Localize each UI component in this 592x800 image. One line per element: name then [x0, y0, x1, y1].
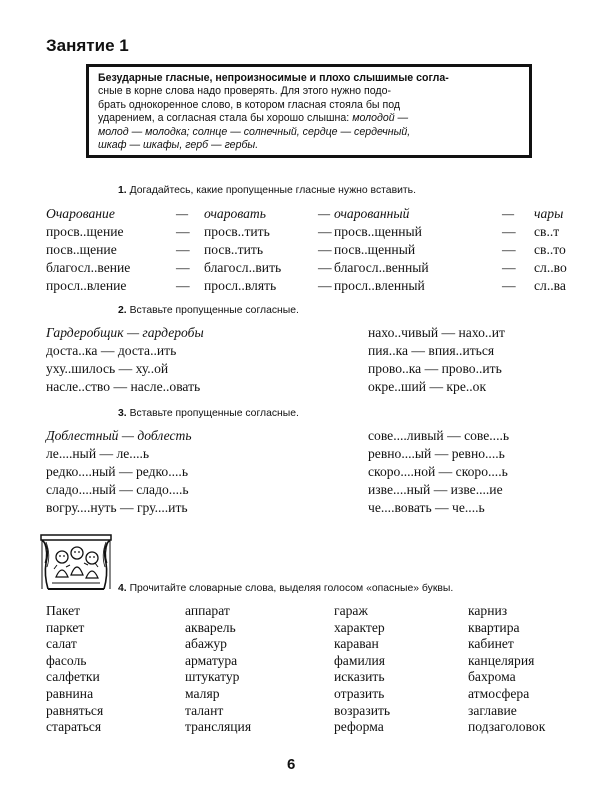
task-1-word: просл..влять	[204, 278, 277, 293]
task-3-left-row: сладо....ный — сладо....ь	[46, 482, 189, 497]
vocab-word: аппарат	[185, 603, 230, 618]
dash: —	[502, 260, 516, 275]
vocab-word: трансляция	[185, 719, 252, 735]
vocab-word: фасоль	[46, 652, 87, 668]
task-1-word: посв..щенный	[334, 242, 416, 257]
vocab-word: карниз	[468, 603, 508, 618]
vocab-word: равнина	[46, 685, 94, 701]
vocab-word: исказить	[334, 669, 385, 685]
dash: —	[502, 278, 516, 293]
lesson-title: Занятие 1	[46, 36, 129, 55]
task-1-word: очарованный	[334, 206, 410, 221]
task-2-right-row: пия..ка — впия..иться	[368, 343, 495, 358]
vocab-word: талант	[185, 702, 224, 718]
vocab-word: маляр	[185, 685, 220, 701]
dash: —	[318, 260, 332, 275]
task-1-word: Очарование	[46, 206, 115, 221]
dash: —	[176, 224, 190, 239]
task-1-word: благосл..венный	[334, 260, 429, 275]
task-2-instruction: 2. Вставьте пропущенные согласные.	[118, 305, 299, 316]
task-4-instruction: 4. Прочитайте словарные слова, выделяя голосом «опасные» буквы.	[118, 583, 454, 594]
task-3-right-row: скоро....ной — скоро....ь	[368, 464, 508, 479]
task-1-word: сл..ва	[534, 278, 566, 293]
task-3-left-row: ле....ный — ле....ь	[46, 446, 150, 461]
task-1-word: просв..щение	[46, 224, 124, 239]
dash: —	[318, 224, 332, 239]
task-1-word: просл..вление	[46, 278, 127, 293]
vocab-word: акварель	[185, 619, 236, 635]
task-1-word: благосл..вить	[204, 260, 282, 275]
vocab-word: салфетки	[46, 669, 100, 685]
rule-line-5: молод — молодка; солнце — солнечный, сердце — сердечный,	[98, 125, 411, 138]
rule-line-4: ударением, а согласная стала бы хорошо слышна: молодой —	[98, 112, 409, 125]
task-1-word: просл..вленный	[334, 278, 425, 293]
vocab-word: салат	[46, 636, 77, 652]
vocab-word: Пакет	[46, 603, 81, 618]
dash: —	[318, 278, 332, 293]
vocab-word: канцелярия	[468, 652, 535, 668]
dash: —	[318, 206, 331, 221]
task-1-instruction: 1. Догадайтесь, какие пропущенные гласные нужно вставить.	[118, 185, 416, 196]
task-2-left-row: насле..ство — насле..овать	[46, 379, 201, 394]
vocab-word: паркет	[46, 619, 85, 635]
vocab-word: бахрома	[468, 669, 516, 685]
task-2-right-row: прово..ка — прово..ить	[368, 361, 502, 376]
vocab-word: отразить	[334, 685, 385, 701]
task-3-left-row: вогру....нуть — гру....ить	[46, 500, 188, 515]
vocab-word: характер	[334, 619, 385, 635]
rule-box	[86, 64, 532, 158]
task-1-word: посв..щение	[46, 242, 117, 257]
rule-line-1: Безударные гласные, непроизносимые и плохо слышимые согла-	[98, 72, 449, 84]
vocab-column-2	[185, 603, 251, 736]
vocab-word: возразить	[334, 702, 391, 718]
task-2-left-row: доста..ка — доста..ить	[46, 343, 177, 358]
vocab-word: стараться	[46, 719, 102, 735]
task-3-right-row: че....вовать — че....ь	[368, 500, 485, 515]
task-3-right-row: изве....ный — изве....ие	[368, 482, 503, 497]
rule-line-2: сные в корне слова надо проверять. Для этого нужно подо-	[98, 85, 392, 98]
vocab-word: реформа	[334, 719, 384, 735]
dash: —	[502, 242, 516, 257]
task-1-word: просв..щенный	[334, 224, 422, 239]
task-3-right-row: сове....ливый — сове....ь	[368, 428, 510, 443]
task-3-left-row: Доблестный — доблесть	[46, 428, 192, 443]
dash: —	[318, 242, 332, 257]
task-1-word: очаровать	[204, 206, 266, 221]
page-number: 6	[287, 756, 296, 773]
vocab-column-3	[334, 603, 390, 736]
dash: —	[176, 278, 190, 293]
task-1-word: чары	[534, 206, 564, 221]
task-3-instruction: 3. Вставьте пропущенные согласные.	[118, 408, 299, 419]
task-2-left-row: Гардеробщик — гардеробы	[46, 325, 204, 340]
task-3-right-row: ревно....ый — ревно....ь	[368, 446, 505, 461]
vocab-word: квартира	[468, 619, 520, 635]
dash: —	[502, 224, 516, 239]
theater-illustration	[40, 533, 112, 591]
vocab-word: заглавие	[468, 702, 517, 718]
task-3-left-row: редко....ный — редко....ь	[46, 464, 189, 479]
task-1-word: благосл..вение	[46, 260, 131, 275]
vocab-word: гараж	[334, 603, 368, 618]
dash: —	[176, 242, 190, 257]
task-1-word: св..т	[534, 224, 560, 239]
task-2-right-row: окре..ший — кре..ок	[368, 379, 487, 394]
vocab-word: штукатур	[185, 669, 240, 685]
task-1-word: просв..тить	[204, 224, 270, 239]
dash: —	[176, 260, 190, 275]
vocab-column-4	[468, 603, 545, 736]
vocab-word: равняться	[46, 702, 104, 718]
vocab-word: арматура	[185, 652, 238, 668]
vocab-column-1	[46, 603, 103, 736]
vocab-word: кабинет	[468, 636, 514, 652]
task-2-right-row: нахо..чивый — нахо..ит	[368, 325, 505, 340]
dash: —	[176, 206, 189, 221]
vocab-word: караван	[334, 636, 379, 652]
vocab-word: фамилия	[334, 652, 386, 668]
task-1-word: посв..тить	[204, 242, 264, 257]
vocab-word: подзаголовок	[468, 719, 546, 735]
vocab-word: атмосфера	[468, 685, 530, 701]
dash: —	[502, 206, 515, 221]
task-2-left-row: уху..шилось — ху..ой	[46, 361, 169, 376]
vocab-word: абажур	[185, 636, 227, 652]
task-1-word: сл..во	[534, 260, 567, 275]
task-1-word: св..то	[534, 242, 566, 257]
rule-line-6: шкаф — шкафы, герб — гербы.	[98, 139, 259, 152]
rule-line-3: брать однокоренное слово, в котором гласная стояла бы под	[98, 98, 401, 111]
